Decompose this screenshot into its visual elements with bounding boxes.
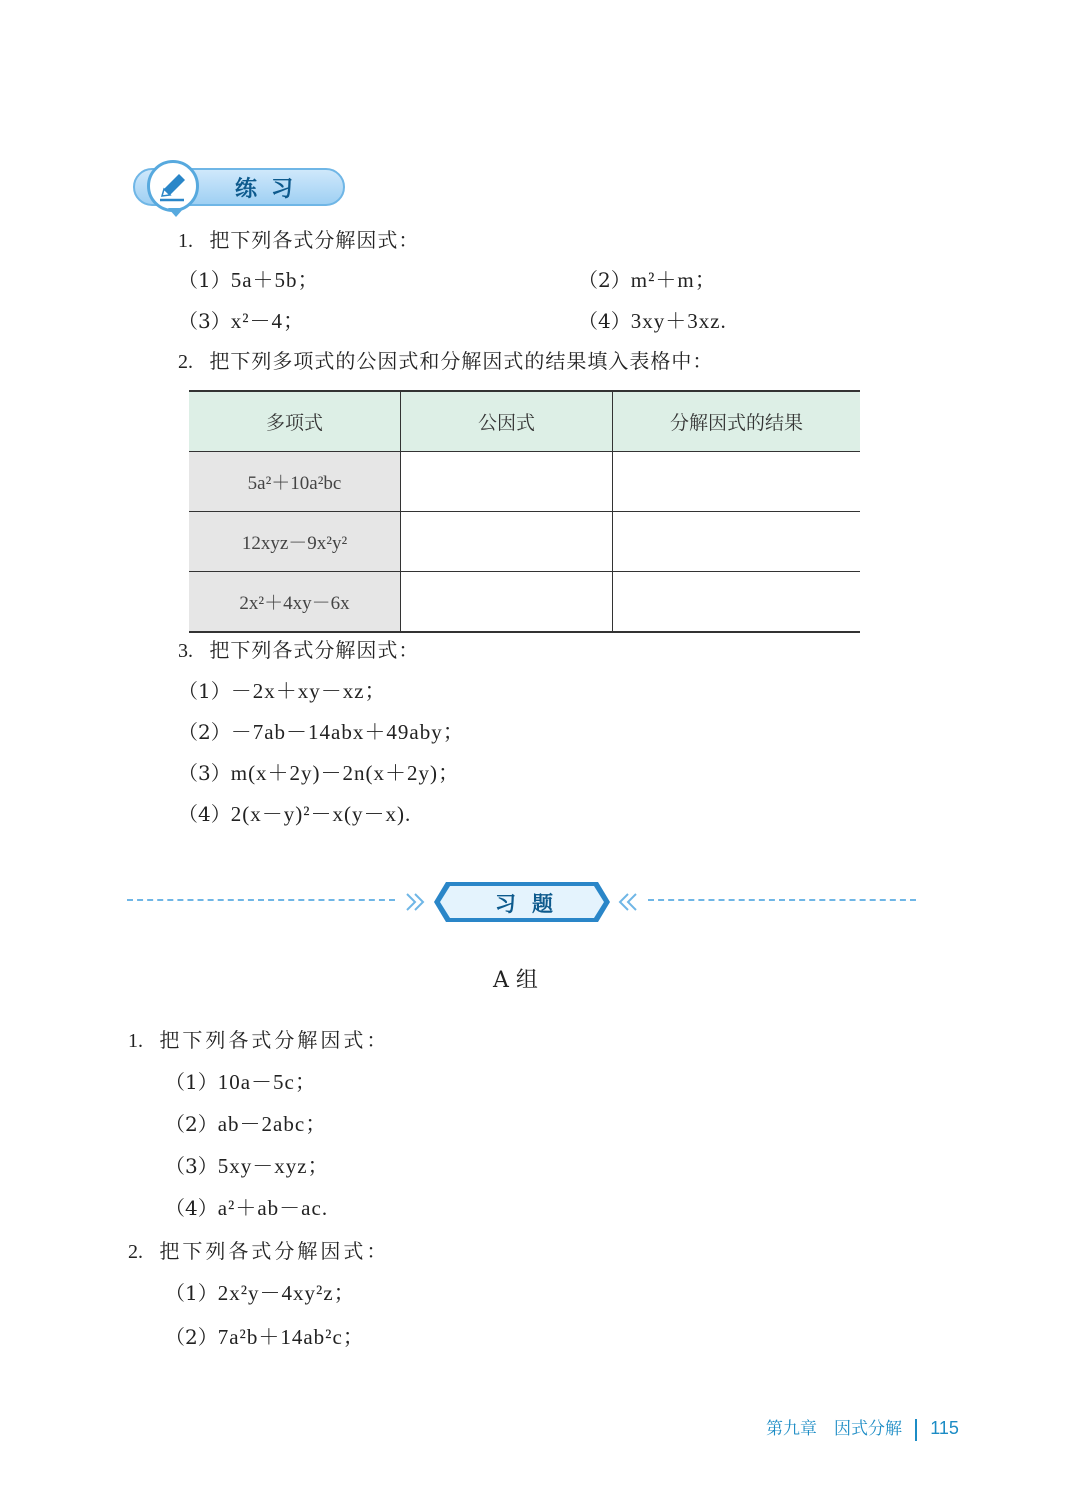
badge-arrow-icon [168,208,184,218]
item-expression: m²＋m； [630,268,717,292]
exercises-badge [405,880,640,924]
table-row [189,452,860,512]
question-text: 把下列各式分解因式： [209,228,420,252]
practice-q1-item-3 [178,307,305,335]
question-text: 把下列各式分解因式： [209,638,420,662]
practice-question-2 [178,347,713,376]
item-label: （2） [178,720,231,744]
divider-line-right [648,899,916,901]
exercise-q1-item-4 [165,1194,328,1222]
item-label: （4） [578,309,631,333]
item-label: （4） [165,1196,218,1220]
item-label: （1） [178,268,231,292]
double-chevron-right-icon [405,892,429,912]
question-number: 1. [128,1030,143,1052]
practice-q1-item-2 [578,266,717,294]
practice-badge [125,160,350,216]
practice-q3-item-1 [178,677,387,705]
exercise-question-1 [128,1026,389,1055]
footer-chapter: 第九章 因式分解 [766,1419,902,1439]
item-expression: 7a²b＋14ab²c； [217,1325,365,1349]
item-expression: ab－2abc； [217,1112,328,1136]
practice-question-1 [178,226,419,255]
table-header-row [189,391,860,452]
item-label: （2） [165,1112,218,1136]
exercise-q2-item-1 [165,1279,356,1307]
polynomial-cell: 12xyz－9x²y² [189,512,401,572]
footer [766,1414,959,1441]
common-factor-cell [401,512,613,572]
item-expression: －7ab－14abx＋49aby； [230,720,465,744]
exercise-q1-item-2 [165,1110,327,1138]
table-row [189,512,860,572]
practice-title: 练习 [235,177,308,202]
factorization-cell [613,452,861,512]
question-number: 2. [128,1241,143,1263]
table-header: 多项式 [189,391,401,452]
exercise-q1-item-1 [165,1068,317,1096]
question-text: 把下列各式分解因式： [159,1239,390,1263]
common-factor-cell [401,452,613,512]
factorization-cell [613,512,861,572]
exercise-q2-item-2 [165,1323,365,1351]
item-expression: 5xy－xyz； [217,1154,330,1178]
item-label: （3） [178,761,231,785]
item-expression: 2(x－y)²－x(y－x). [230,802,412,826]
question-number: 2. [178,351,193,373]
footer-divider [915,1419,917,1441]
common-factor-cell [401,572,613,633]
polynomial-cell: 2x²＋4xy－6x [189,572,401,633]
polynomial-cell: 5a²＋10a²bc [189,452,401,512]
item-expression: 10a－5c； [217,1070,317,1094]
item-label: （4） [178,802,231,826]
divider-line-left [127,899,395,901]
item-label: （1） [178,679,231,703]
item-label: （1） [165,1070,218,1094]
item-label: （2） [165,1325,218,1349]
group-heading: A 组 [493,968,538,993]
table-row [189,572,860,633]
item-expression: 3xy＋3xz. [630,309,727,333]
page-number: 115 [930,1418,959,1438]
question-number: 1. [178,230,193,252]
practice-q3-item-4 [178,800,411,828]
item-label: （1） [165,1281,218,1305]
table-header: 公因式 [401,391,613,452]
item-label: （3） [165,1154,218,1178]
item-expression: －2x＋xy－xz； [230,679,387,703]
item-expression: m(x＋2y)－2n(x＋2y)； [230,761,461,785]
practice-q1-item-1 [178,266,320,294]
exercise-question-2 [128,1237,389,1266]
item-expression: 2x²y－4xy²z； [217,1281,356,1305]
table-header: 分解因式的结果 [613,391,861,452]
item-label: （2） [578,268,631,292]
item-label: （3） [178,309,231,333]
item-expression: a²＋ab－ac. [217,1196,329,1220]
exercises-title: 习题 [495,892,569,916]
practice-badge-circle [147,160,199,212]
exercise-q1-item-3 [165,1152,330,1180]
practice-q1-item-4 [578,307,727,335]
item-expression: 5a＋5b； [230,268,320,292]
question-text: 把下列多项式的公因式和分解因式的结果填入表格中： [209,349,714,373]
practice-question-3 [178,636,419,665]
pencil-icon [150,163,196,209]
practice-q3-item-2 [178,718,465,746]
practice-q3-item-3 [178,759,460,787]
question-number: 3. [178,640,193,662]
polynomial-table [189,390,860,633]
question-text: 把下列各式分解因式： [159,1028,390,1052]
factorization-cell [613,572,861,633]
double-chevron-left-icon [614,892,638,912]
item-expression: x²－4； [230,309,306,333]
